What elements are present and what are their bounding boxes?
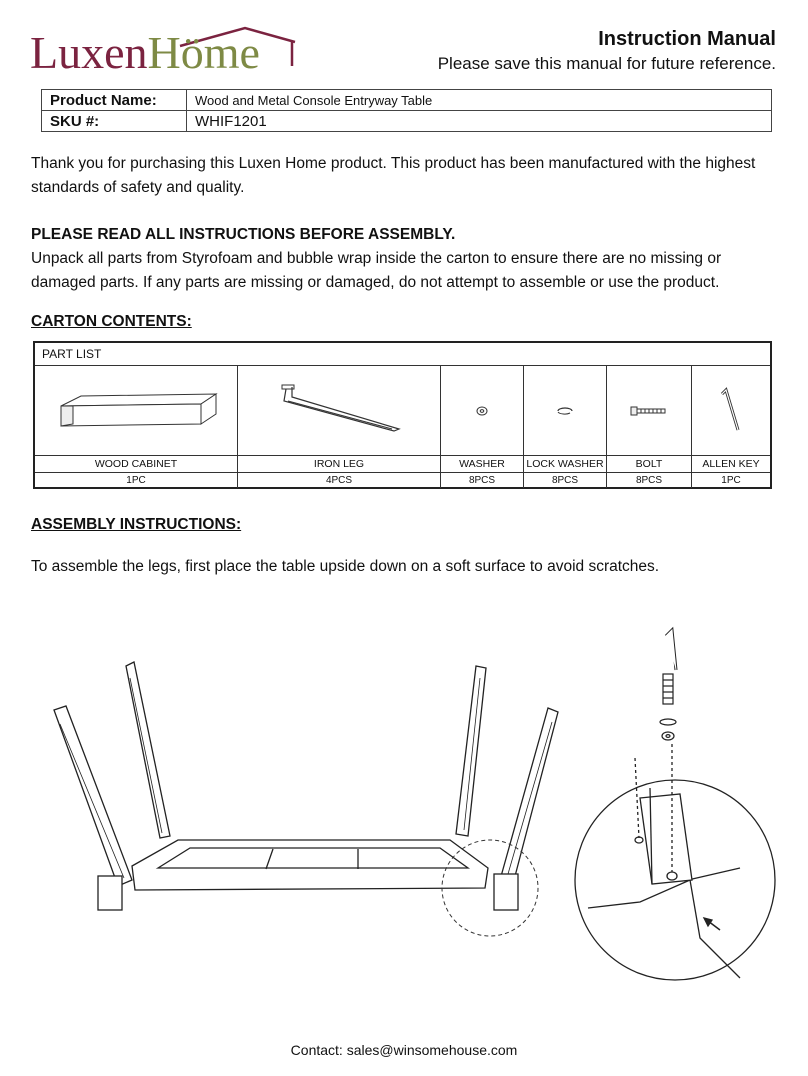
part-column: [607, 366, 692, 488]
leg-front-left: [54, 706, 132, 886]
part-quantity: 4PCS: [325, 475, 353, 486]
product-name-value: Wood and Metal Console Entryway Table: [187, 90, 772, 111]
hardware-stack: [660, 630, 676, 740]
brand-name-luxen: Luxen: [30, 27, 148, 78]
lock-washer-icon: [553, 403, 577, 419]
allen-key-icon: [716, 386, 746, 436]
part-name: ALLEN KEY: [692, 456, 770, 473]
product-info-table: [41, 89, 772, 132]
leg-back-left: [126, 662, 170, 838]
brand-logo: [30, 24, 305, 80]
part-column: [238, 366, 441, 488]
assembly-heading: ASSEMBLY INSTRUCTIONS:: [31, 516, 242, 533]
sku-row: [42, 111, 772, 132]
part-name: WOOD CABINET: [35, 456, 237, 473]
part-name: WASHER: [441, 456, 523, 473]
part-column: [35, 366, 238, 488]
part-column: [692, 366, 770, 488]
assembly-paragraph: To assemble the legs, first place the table upside down on a soft surface to avoid scratches.: [31, 558, 660, 575]
intro-paragraph: Thank you for purchasing this Luxen Home product. This product has been manufactured with the highest standards of safety and quality.: [31, 155, 756, 196]
part-name: BOLT: [607, 456, 691, 473]
sku-label: SKU #:: [42, 111, 187, 132]
contact-info: Contact: sales@winsomehouse.com: [290, 1042, 518, 1058]
product-name-label: Product Name:: [42, 90, 187, 111]
iron-leg-icon: [264, 381, 414, 441]
part-quantity: 8PCS: [635, 475, 663, 486]
part-quantity: 8PCS: [468, 475, 496, 486]
leg-front-right: [500, 708, 558, 880]
part-list-table: [33, 341, 772, 489]
bolt-icon: [629, 403, 669, 419]
sku-value: WHIF1201: [187, 111, 772, 132]
part-quantity: 8PCS: [551, 475, 579, 486]
lock-washer-icon: [660, 719, 676, 725]
leg-back-right: [456, 666, 486, 836]
part-column: [524, 366, 607, 488]
part-column: [441, 366, 524, 488]
brand-name-home: Höme: [147, 27, 260, 78]
magnified-detail: [575, 744, 775, 980]
part-quantity: 1PC: [721, 475, 741, 486]
wood-cabinet-icon: [51, 386, 221, 436]
part-name: LOCK WASHER: [524, 456, 606, 473]
table-inner-tray: [158, 848, 468, 868]
washer-icon: [472, 401, 492, 421]
part-quantity: 1PC: [126, 475, 146, 486]
part-name: IRON LEG: [238, 456, 440, 473]
bolt-icon: [663, 674, 673, 704]
assembly-diagram: [40, 618, 780, 1018]
part-list-title: PART LIST: [35, 343, 770, 366]
product-name-row: [42, 90, 772, 111]
read-instructions-heading: PLEASE READ ALL INSTRUCTIONS BEFORE ASSEMBLY.: [31, 226, 456, 243]
carton-contents-heading: CARTON CONTENTS:: [31, 313, 192, 330]
document-title: Instruction Manual: [598, 28, 776, 50]
unpack-paragraph: Unpack all parts from Styrofoam and bubble wrap inside the carton to ensure there are no missing or damaged parts. If any parts are missing or damaged, do not attempt to assemble or use the product.: [31, 250, 722, 291]
document-subtitle: Please save this manual for future reference.: [437, 54, 776, 73]
